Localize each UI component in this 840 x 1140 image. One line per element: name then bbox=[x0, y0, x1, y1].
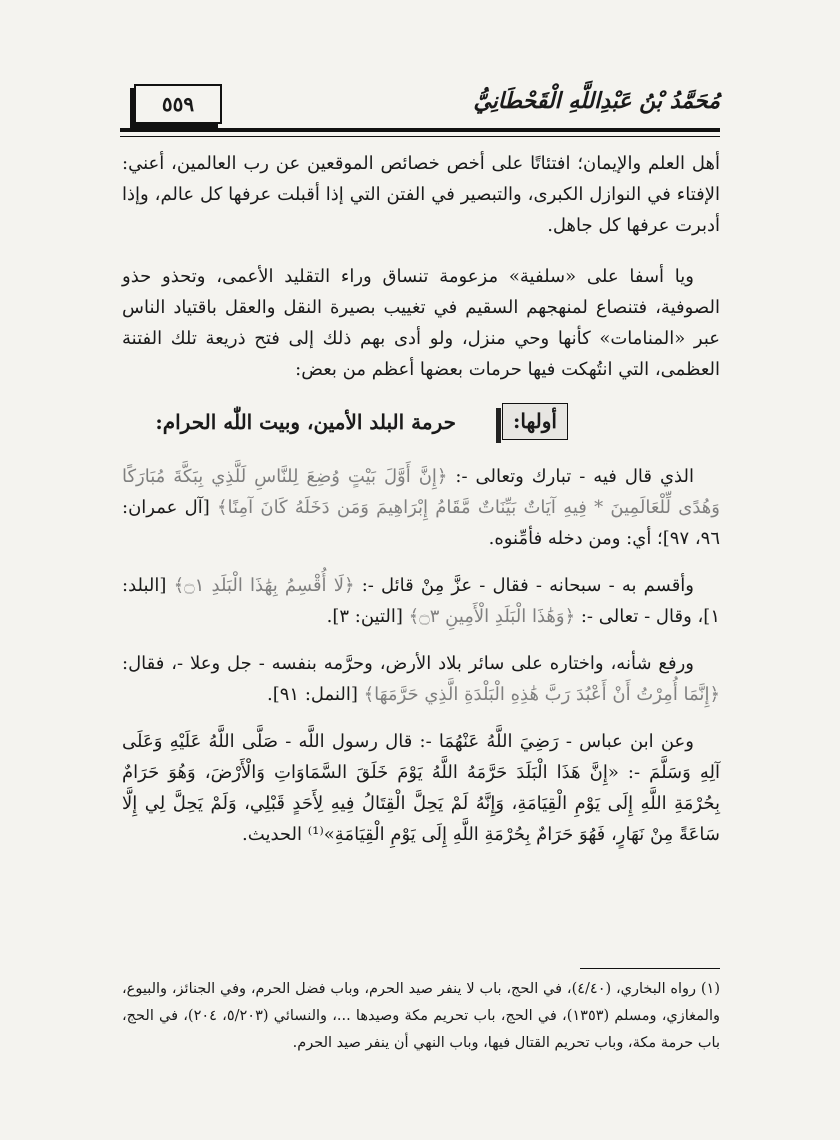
paragraph-3 bbox=[122, 461, 720, 554]
paragraph-5 bbox=[122, 648, 720, 710]
footnote-rule bbox=[580, 968, 720, 969]
quran-verse-al-imran: ﴿إِنَّ أَوَّلَ بَيْتٍ وُضِعَ لِلنَّاسِ لَلَّذِي بِبَكَّةَ مُبَارَكًا وَهُدًى لِّلْعَالَمِينَ * فِيهِ آيَاتٌ بَيِّنَاتٌ مَّقَامُ إِبْرَاهِيمَ وَمَن دَخَلَهُ كَانَ آمِنًا﴾ bbox=[122, 466, 720, 518]
p3-ref: [آل عمران: ٩٦، ٩٧]؛ أي: ومن دخله فأمِّنوه. bbox=[122, 497, 720, 549]
p3-intro: الذي قال فيه - تبارك وتعالى -: bbox=[447, 466, 694, 487]
paragraph-4 bbox=[122, 570, 720, 632]
quran-verse-naml: ﴿إِنَّمَا أُمِرْتُ أَنْ أَعْبُدَ رَبَّ هَٰذِهِ الْبَلْدَةِ الَّذِي حَرَّمَهَا﴾ bbox=[363, 684, 720, 705]
p5-intro: ورفع شأنه، واختاره على سائر بلاد الأرض، وحرَّمه بنفسه - جل وعلا -، فقال: bbox=[122, 653, 694, 674]
paragraph-1: أهل العلم والإيمان؛ افتئاتًا على أخص خصائص الموقعين عن رب العالمين، أعني: الإفتاء في النوازل الكبرى، والتبصير في الفتن التي إذا أقبلت عرفها كل عالم، وإذا أدبرت عرفها كل جاهل. bbox=[122, 153, 720, 236]
quran-verse-tin: ﴿وَهَٰذَا الْبَلَدِ الْأَمِينِ ۝٣﴾ bbox=[408, 606, 576, 627]
header-rule-thick bbox=[120, 128, 720, 132]
p4-ref-2: [التين: ٣]. bbox=[326, 606, 409, 627]
p4-ref-1: [البلد: ١]، وقال - تعالى -: bbox=[122, 575, 720, 627]
page-number: ٥٥٩ bbox=[134, 84, 222, 124]
section-title: حرمة البلد الأمين، وبيت اللّٰه الحرام: bbox=[155, 410, 456, 434]
section-heading bbox=[122, 401, 720, 445]
section-label: أولها: bbox=[502, 403, 568, 440]
running-head-author: مُحَمَّدُ بْنُ عَبْدِاللَّهِ الْقَحْطَانِيُّ bbox=[473, 88, 720, 114]
paragraph-2: ويا أسفا على «سلفية» مزعومة تنساق وراء التقليد الأعمى، وتحذو حذو الصوفية، فتنصاع لمنهجهم السقيم في تغييب بصيرة النقل والعقل باقتياد الناس عبر «المنامات» كأنها وحي منزل، ولو أدى بهم ذلك إلى فتح ذريعة تلك الفتنة العظمى، التي انتُهكت فيها حرمات بعضها أعظم من بعض: bbox=[122, 266, 720, 380]
page-header bbox=[120, 78, 720, 134]
p5-ref: [النمل: ٩١]. bbox=[267, 684, 364, 705]
p4-intro: وأقسم به - سبحانه - فقال - عزَّ مِنْ قائل -: bbox=[354, 575, 694, 596]
footnote-1: (١) رواه البخاري، (٤/٤٠)، في الحج، باب لا ينفر صيد الحرم، وباب فضل الحرم، وفي الجنائز، والبيوع، والمغازي، ومسلم (١٣٥٣)، في الحج، باب تحريم مكة وصيدها ...، والنسائي (٥/٢٠٣، ٢٠٤)، في الحج، باب حرمة مكة، وباب تحريم القتال فيها، وباب النهي أن ينفر صيد الحرم. bbox=[122, 981, 721, 1051]
header-rule-thin bbox=[120, 136, 720, 137]
main-text bbox=[122, 148, 720, 870]
paragraph-6-hadith: وعن ابن عباس - رَضِيَ اللَّهُ عَنْهُمَا -: قال رسول اللَّه - صَلَّى اللَّهُ عَلَيْهِ وَعَلَى آلِهِ وَسَلَّمَ -: «إِنَّ هَذَا الْبَلَدَ حَرَّمَهُ اللَّهُ يَوْمَ خَلَقَ السَّمَاوَاتِ وَالْأَرْضَ، وَهُوَ حَرَامٌ بِحُرْمَةِ اللَّهِ إِلَى يَوْمِ الْقِيَامَةِ، وَإِنَّهُ لَمْ يَحِلَّ الْقِتَالُ فِيهِ لِأَحَدٍ قَبْلِي، وَلَمْ يَحِلَّ لِي إِلَّا سَاعَةً مِنْ نَهَارٍ، فَهُوَ حَرَامٌ بِحُرْمَةِ اللَّهِ إِلَى يَوْمِ الْقِيَامَةِ»⁽¹⁾ الحديث. bbox=[122, 731, 720, 845]
quran-verse-balad: ﴿لَا أُقْسِمُ بِهَٰذَا الْبَلَدِ ۝١﴾ bbox=[173, 575, 355, 596]
